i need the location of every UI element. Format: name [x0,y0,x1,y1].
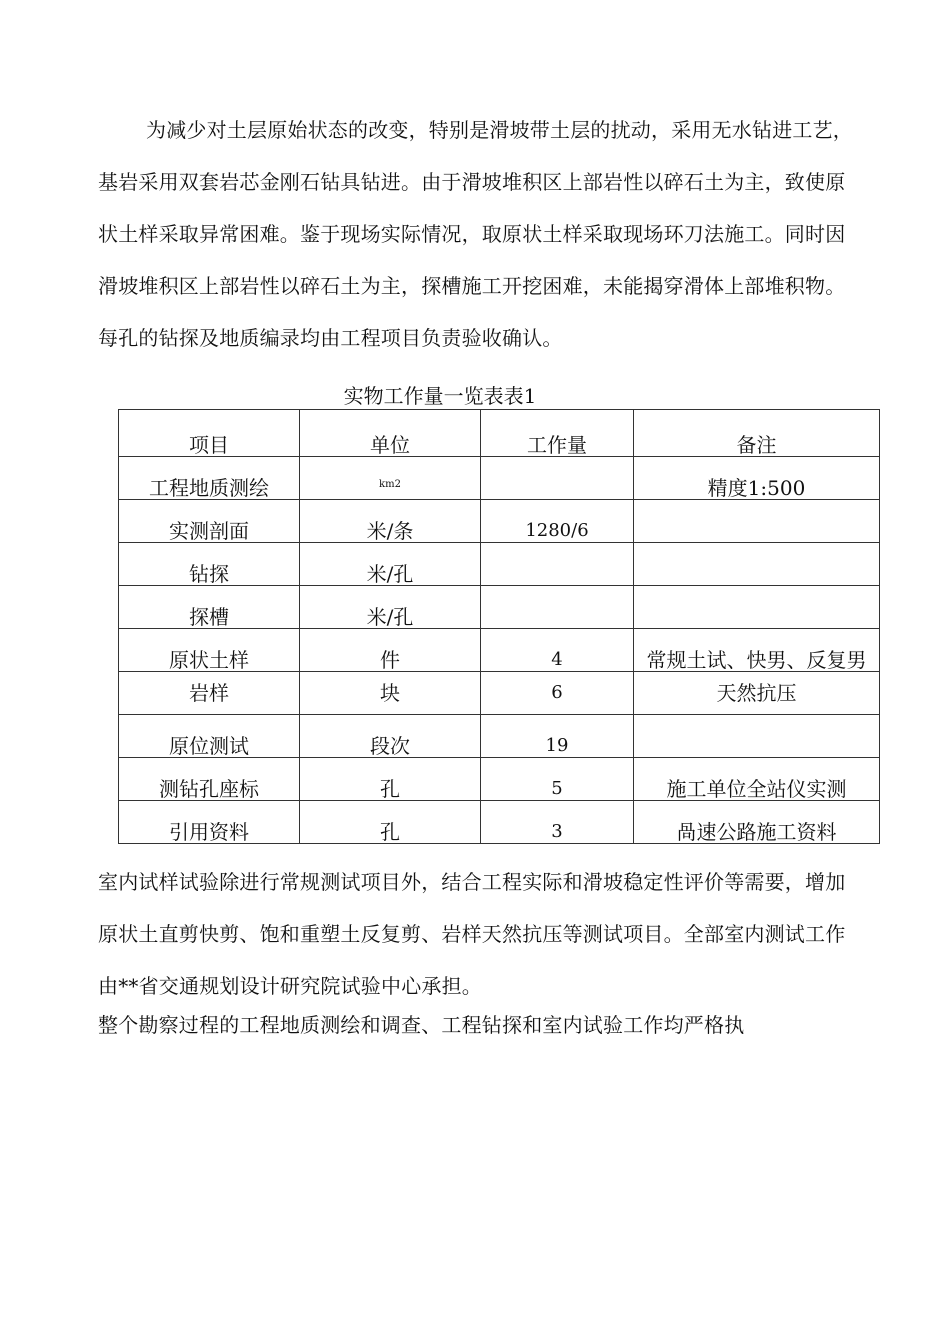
cell-amount [481,457,634,500]
cell-unit [300,457,481,500]
cell-amount: 19 [481,715,634,758]
header-amount: 工作量 [481,410,634,457]
cell-item: 原位测试 [119,715,300,758]
cell-amount: 4 [481,629,634,672]
text-line: 整个勘察过程的工程地质测绘和调查、工程钻探和室内试验工作均严格执 [98,1013,745,1037]
cell-unit: 米/条 [300,500,481,543]
cell-note: 咼速公路施工资料 [634,801,880,844]
cell-amount [481,586,634,629]
text-line: 为减少对土层原始状态的改变，特别是滑坡带土层的扰动，采用无水钻进工艺， [146,118,853,142]
table-row [119,500,880,543]
unit-km2: km2 [379,479,401,490]
closing-paragraph [98,1010,903,1040]
cell-item: 原状土样 [119,629,300,672]
header-unit: 单位 [300,410,481,457]
table-row [119,758,880,801]
cell-amount: 3 [481,801,634,844]
table-row [119,629,880,672]
lab-test-paragraph [98,856,903,1012]
cell-unit: 孔 [300,801,481,844]
cell-note: 精度1:500 [634,457,880,500]
cell-unit: 孔 [300,758,481,801]
cell-item: 引用资料 [119,801,300,844]
cell-note: 天然抗压 [634,672,880,715]
cell-note [634,586,880,629]
cell-amount: 1280/6 [481,500,634,543]
table-row [119,801,880,844]
table-row [119,715,880,758]
cell-note [634,543,880,586]
note-text: 常规土试、快男、反复男 [646,648,867,672]
cell-unit: 米/孔 [300,586,481,629]
cell-unit: 段次 [300,715,481,758]
cell-amount [481,543,634,586]
text-line: 每孔的钻探及地质编录均由工程项目负责验收确认。 [98,326,563,350]
cell-unit: 件 [300,629,481,672]
cell-note: 施工单位全站仪实测 [634,758,880,801]
table-row [119,586,880,629]
text-line: 室内试样试验除进行常规测试项目外，结合工程实际和滑坡稳定性评价等需要，增加 [98,870,846,894]
cell-item: 工程地质测绘 [119,457,300,500]
table-header-row [119,410,880,457]
cell-item: 实测剖面 [119,500,300,543]
intro-paragraph [98,104,903,364]
text-line: 状土样采取异常困难。鉴于现场实际情况，取原状土样采取现场环刀法施工。同时因 [98,222,846,246]
workload-table [118,409,880,844]
cell-note [634,715,880,758]
cell-unit: 块 [300,672,481,715]
table-caption: 实物工作量一览表表1 [343,384,537,408]
cell-item: 岩样 [119,672,300,715]
text-line: 由**省交通规划设计研究院试验中心承担。 [98,974,482,998]
text-line: 原状土直剪快剪、饱和重塑土反复剪、岩样天然抗压等测试项目。全部室内测试工作 [98,922,846,946]
cell-amount: 5 [481,758,634,801]
cell-item: 测钻孔座标 [119,758,300,801]
table-row [119,672,880,715]
header-item: 项目 [119,410,300,457]
cell-amount: 6 [481,672,634,715]
cell-unit: 米/孔 [300,543,481,586]
text-line: 滑坡堆积区上部岩性以碎石土为主，探槽施工开挖困难，未能揭穿滑体上部堆积物。 [98,274,846,298]
table-row [119,457,880,500]
cell-item: 钻探 [119,543,300,586]
text-line: 基岩采用双套岩芯金刚石钻具钻进。由于滑坡堆积区上部岩性以碎石土为主，致使原 [98,170,846,194]
table-row [119,543,880,586]
cell-item: 探槽 [119,586,300,629]
cell-note [634,500,880,543]
header-note: 备注 [634,410,880,457]
cell-note [634,629,880,672]
